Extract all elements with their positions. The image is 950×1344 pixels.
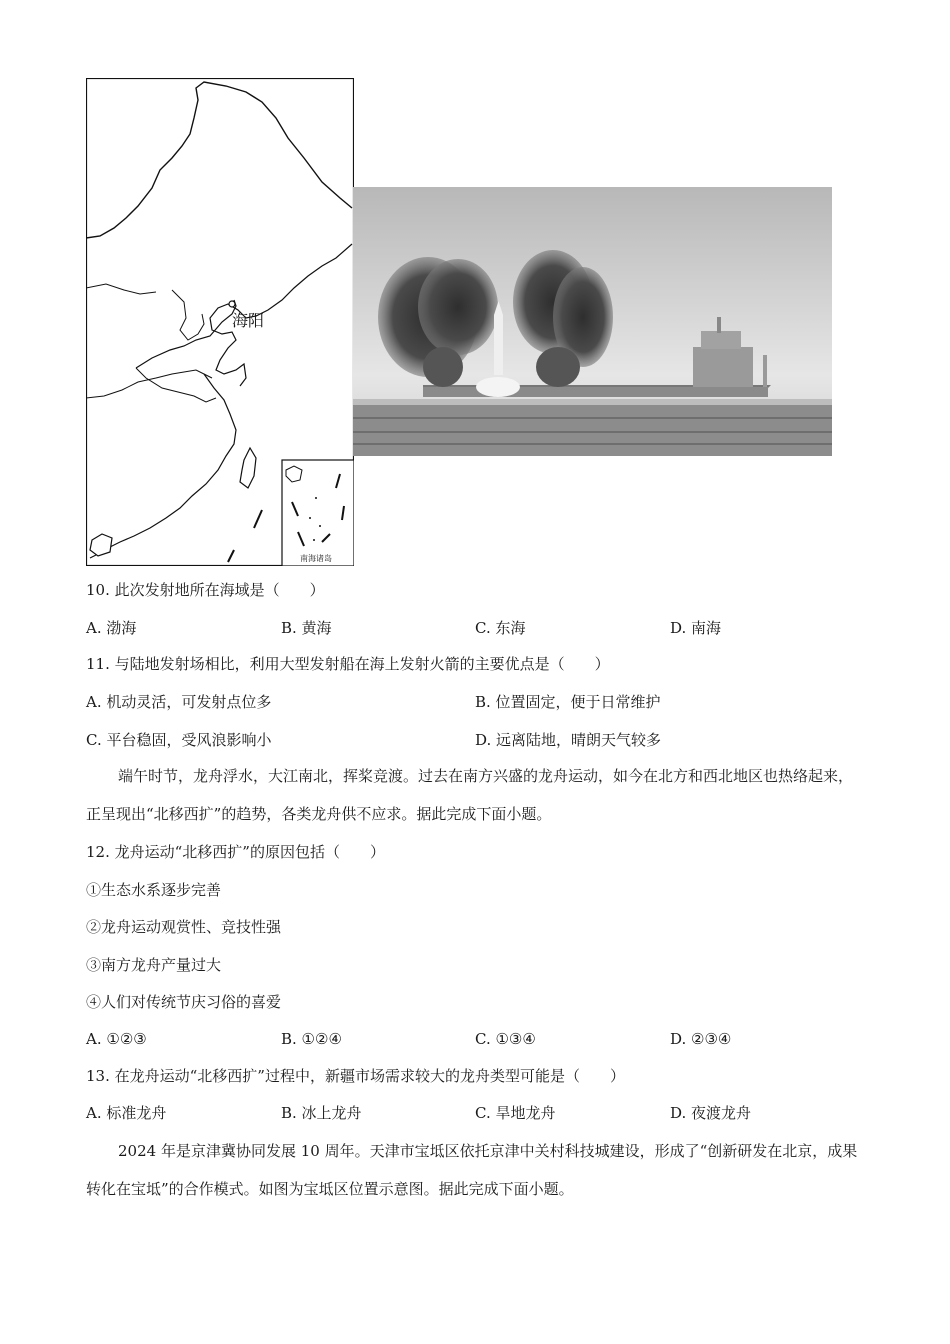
q10-stem: 10. 此次发射地所在海域是（ ） <box>86 581 325 599</box>
coast-map <box>86 78 354 566</box>
q11-option-a[interactable]: A. 机动灵活，可发射点位多 <box>86 693 272 711</box>
q12-item-2: ②龙舟运动观赏性、竞技性强 <box>86 918 282 936</box>
q11-option-d[interactable]: D. 远离陆地，晴朗天气较多 <box>475 731 662 749</box>
q11-stem: 11. 与陆地发射场相比，利用大型发射船在海上发射火箭的主要优点是（ ） <box>86 655 610 673</box>
q10-option-b[interactable]: B. 黄海 <box>281 619 332 637</box>
q13-stem: 13. 在龙舟运动“北移西扩”过程中，新疆市场需求较大的龙舟类型可能是（ ） <box>86 1067 625 1085</box>
passage-dragon-boat: 端午时节，龙舟浮水，大江南北，挥桨竞渡。过去在南方兴盛的龙舟运动，如今在北方和西北地区也热络起来，正呈现出“北移西扩”的趋势，各类龙舟供不应求。据此完成下面小题。 <box>86 767 854 823</box>
q12-option-d[interactable]: D. ②③④ <box>670 1030 732 1048</box>
haiyang-marker <box>229 301 235 307</box>
q12-stem: 12. 龙舟运动“北移西扩”的原因包括（ ） <box>86 843 385 861</box>
q12-option-b[interactable]: B. ①②④ <box>281 1030 342 1048</box>
q13-option-a[interactable]: A. 标准龙舟 <box>86 1104 167 1122</box>
launch-photo <box>353 187 832 456</box>
q13-option-d[interactable]: D. 夜渡龙舟 <box>670 1104 752 1122</box>
q12-item-3: ③南方龙舟产量过大 <box>86 956 222 974</box>
passage-baodi: 2024 年是京津冀协同发展 10 周年。天津市宝坻区依托京津中关村科技城建设，形成了“创新研发在北京，成果转化在宝坻”的合作模式。如图为宝坻区位置示意图。据此完成下面小题。 <box>86 1142 858 1198</box>
map-label-haiyang: 海阳 <box>232 311 265 330</box>
inset-label: 南海诸岛 <box>300 554 332 563</box>
q12-option-c[interactable]: C. ①③④ <box>475 1030 536 1048</box>
q12-item-1: ①生态水系逐步完善 <box>86 881 222 899</box>
q12-option-a[interactable]: A. ①②③ <box>86 1030 147 1048</box>
coast-map-svg <box>86 78 354 566</box>
q10-option-a[interactable]: A. 渤海 <box>86 619 137 637</box>
q10-option-d[interactable]: D. 南海 <box>670 619 722 637</box>
launch-photo-svg <box>353 187 832 456</box>
q13-option-c[interactable]: C. 旱地龙舟 <box>475 1104 556 1122</box>
q11-option-c[interactable]: C. 平台稳固，受风浪影响小 <box>86 731 272 749</box>
q11-option-b[interactable]: B. 位置固定，便于日常维护 <box>475 693 661 711</box>
q10-option-c[interactable]: C. 东海 <box>475 619 526 637</box>
q12-item-4: ④人们对传统节庆习俗的喜爱 <box>86 993 282 1011</box>
q13-option-b[interactable]: B. 冰上龙舟 <box>281 1104 362 1122</box>
